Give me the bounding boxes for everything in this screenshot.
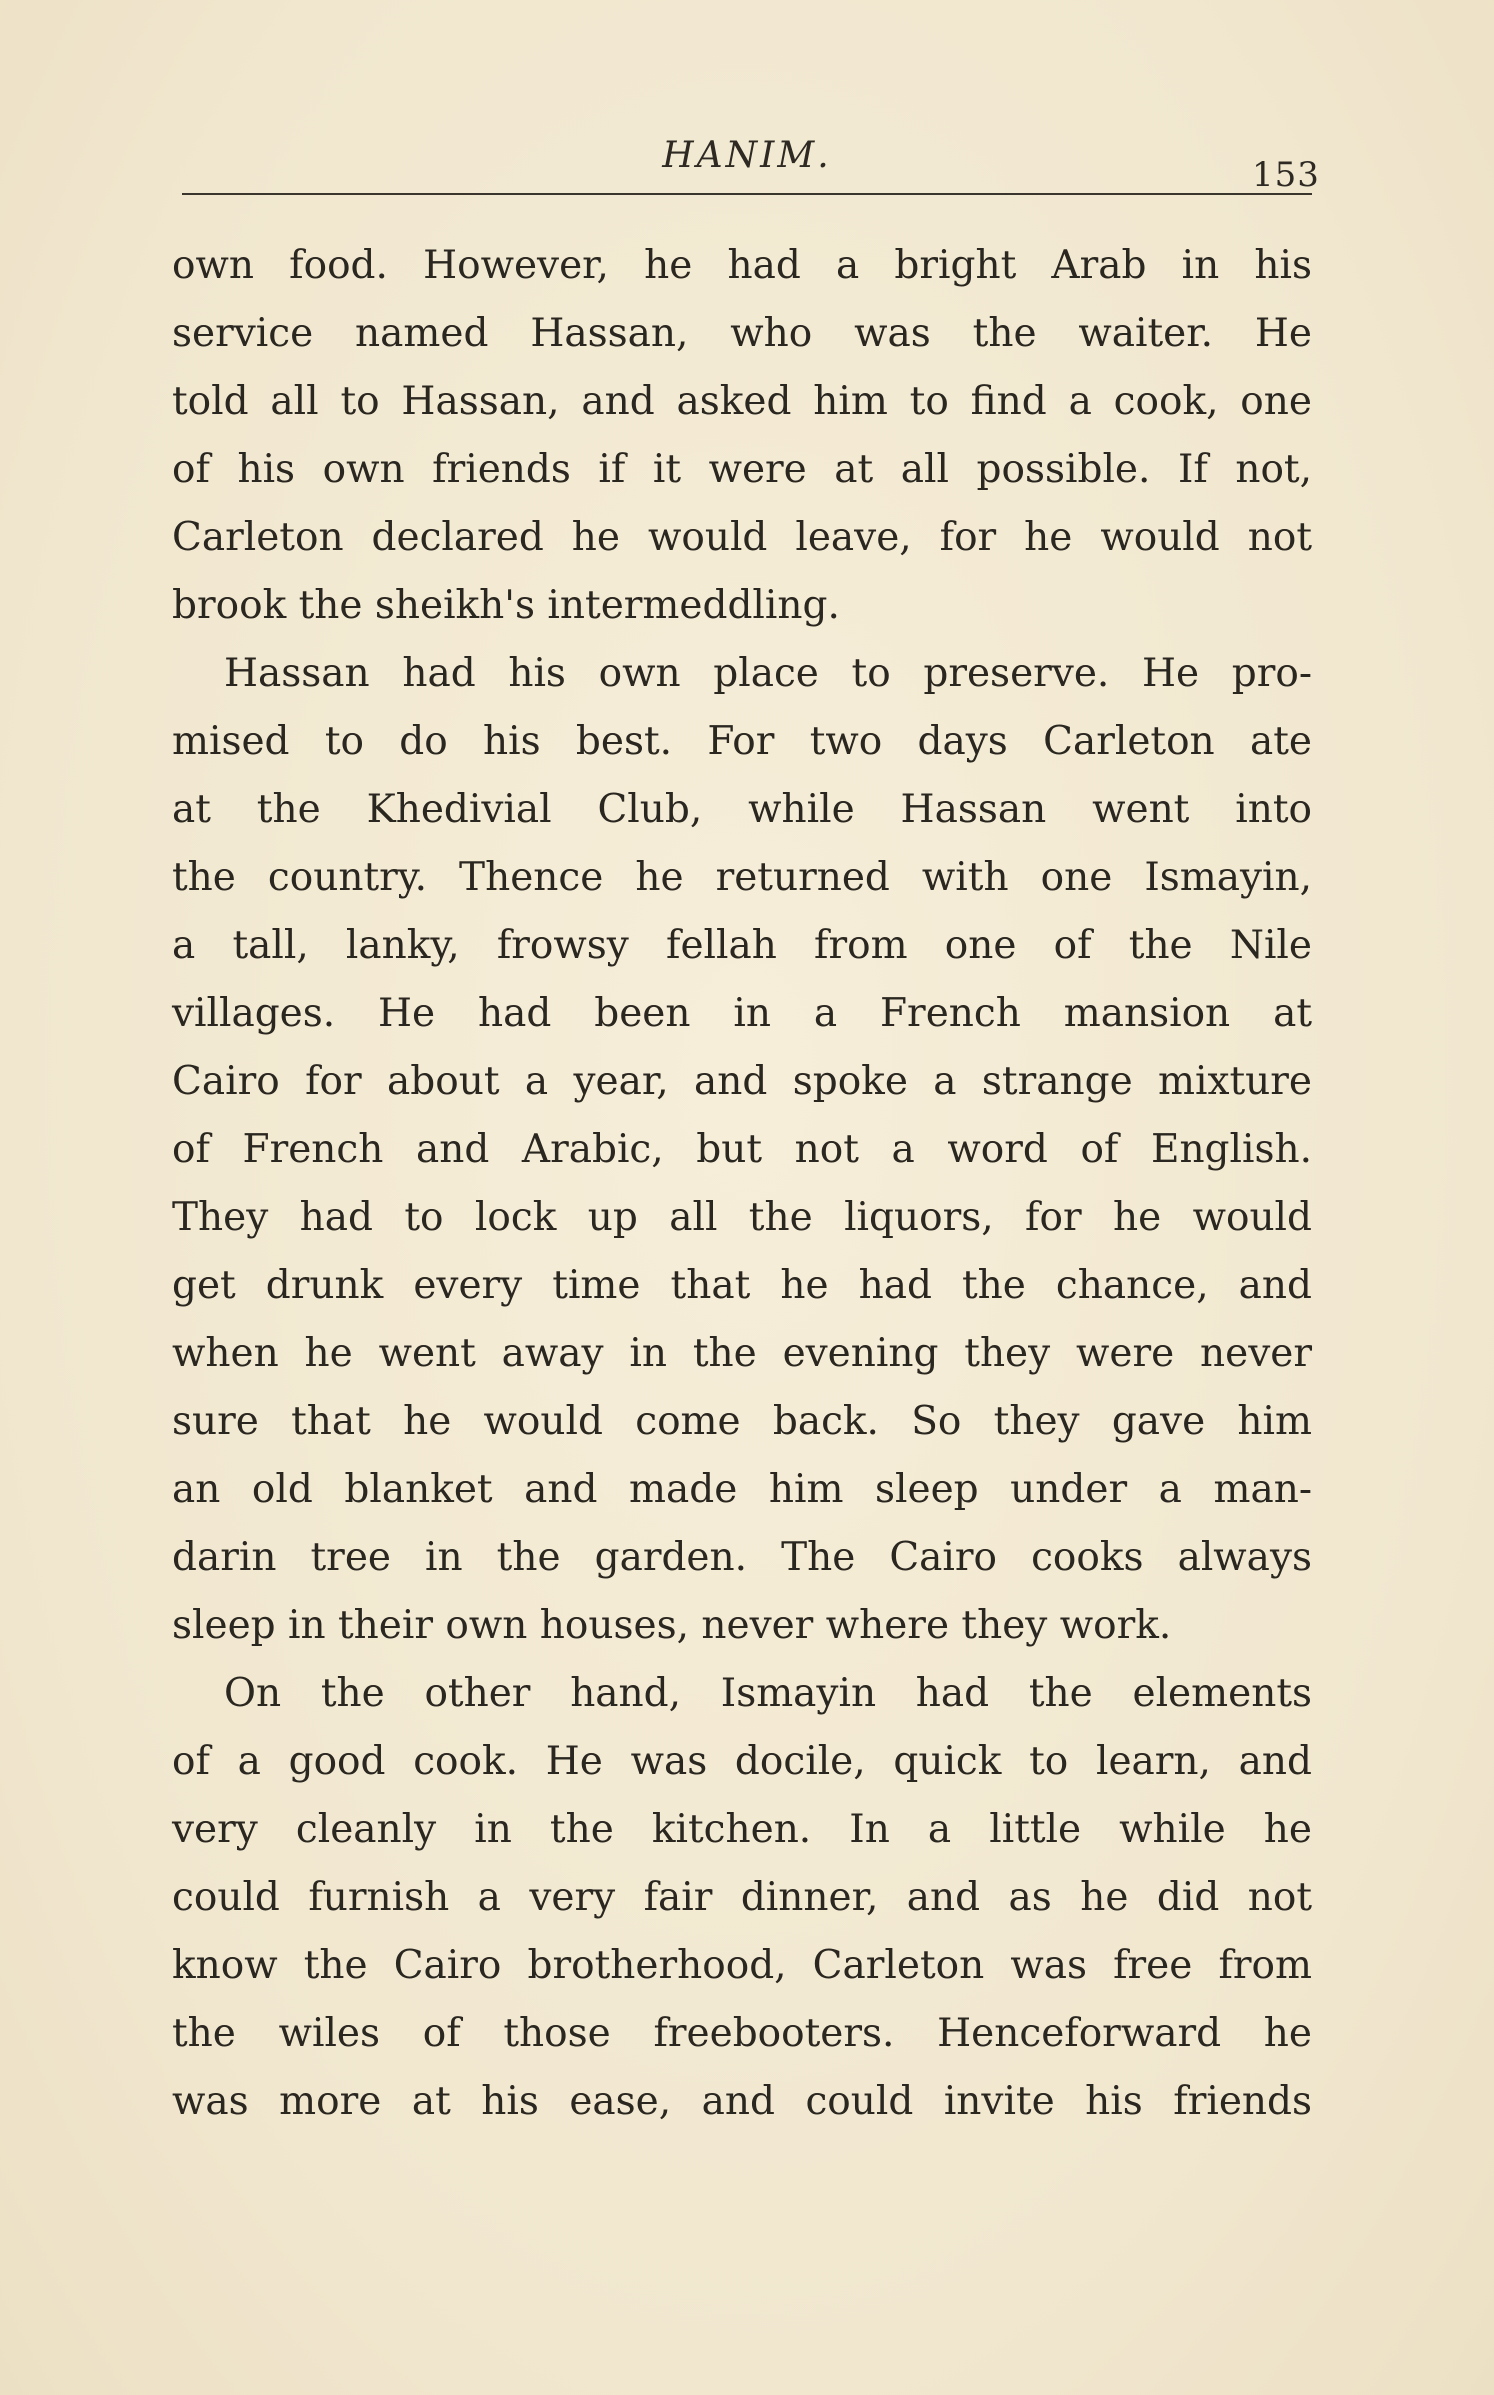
running-head: HANIM.	[662, 135, 832, 176]
text-line: of a good cook. He was docile, quick to learn, and	[172, 1739, 1312, 1784]
text-line: villages. He had been in a French mansion at	[172, 991, 1312, 1036]
text-line: the wiles of those freebooters. Henceforward he	[172, 2011, 1312, 2056]
text-line: Carleton declared he would leave, for he would not	[172, 515, 1312, 560]
text-line: Cairo for about a year, and spoke a strange mixture	[172, 1059, 1312, 1104]
text-line: mised to do his best. For two days Carleton ate	[172, 719, 1312, 764]
text-line: They had to lock up all the liquors, for he would	[172, 1195, 1312, 1240]
text-line: darin tree in the garden. The Cairo cooks always	[172, 1535, 1312, 1580]
text-line: a tall, lanky, frowsy fellah from one of the Nile	[172, 923, 1312, 968]
text-line: brook the sheikh's intermeddling.	[172, 583, 840, 628]
text-line: could furnish a very fair dinner, and as he did not	[172, 1875, 1312, 1920]
text-line: own food. However, he had a bright Arab in his	[172, 243, 1312, 288]
text-line: told all to Hassan, and asked him to find a cook, one	[172, 379, 1312, 424]
text-line: at the Khedivial Club, while Hassan went into	[172, 787, 1312, 832]
body-text	[172, 232, 1312, 2136]
page-number: 153	[1252, 155, 1320, 195]
text-line: get drunk every time that he had the chance, and	[172, 1263, 1312, 1308]
text-line: of French and Arabic, but not a word of English.	[172, 1127, 1312, 1172]
text-line: service named Hassan, who was the waiter. He	[172, 311, 1312, 356]
text-line: of his own friends if it were at all possible. If not,	[172, 447, 1312, 492]
text-line: very cleanly in the kitchen. In a little while he	[172, 1807, 1312, 1852]
text-line: was more at his ease, and could invite his friends	[172, 2079, 1312, 2124]
header-rule	[182, 193, 1312, 195]
text-line: sure that he would come back. So they gave him	[172, 1399, 1312, 1444]
text-line: an old blanket and made him sleep under a man-	[172, 1467, 1312, 1512]
text-line: when he went away in the evening they were never	[172, 1331, 1312, 1376]
text-line: Hassan had his own place to preserve. He pro-	[224, 651, 1312, 696]
text-line: the country. Thence he returned with one Ismayin,	[172, 855, 1312, 900]
text-line: sleep in their own houses, never where they work.	[172, 1603, 1172, 1648]
text-line: On the other hand, Ismayin had the elements	[224, 1671, 1312, 1716]
text-line: know the Cairo brotherhood, Carleton was free from	[172, 1943, 1312, 1988]
